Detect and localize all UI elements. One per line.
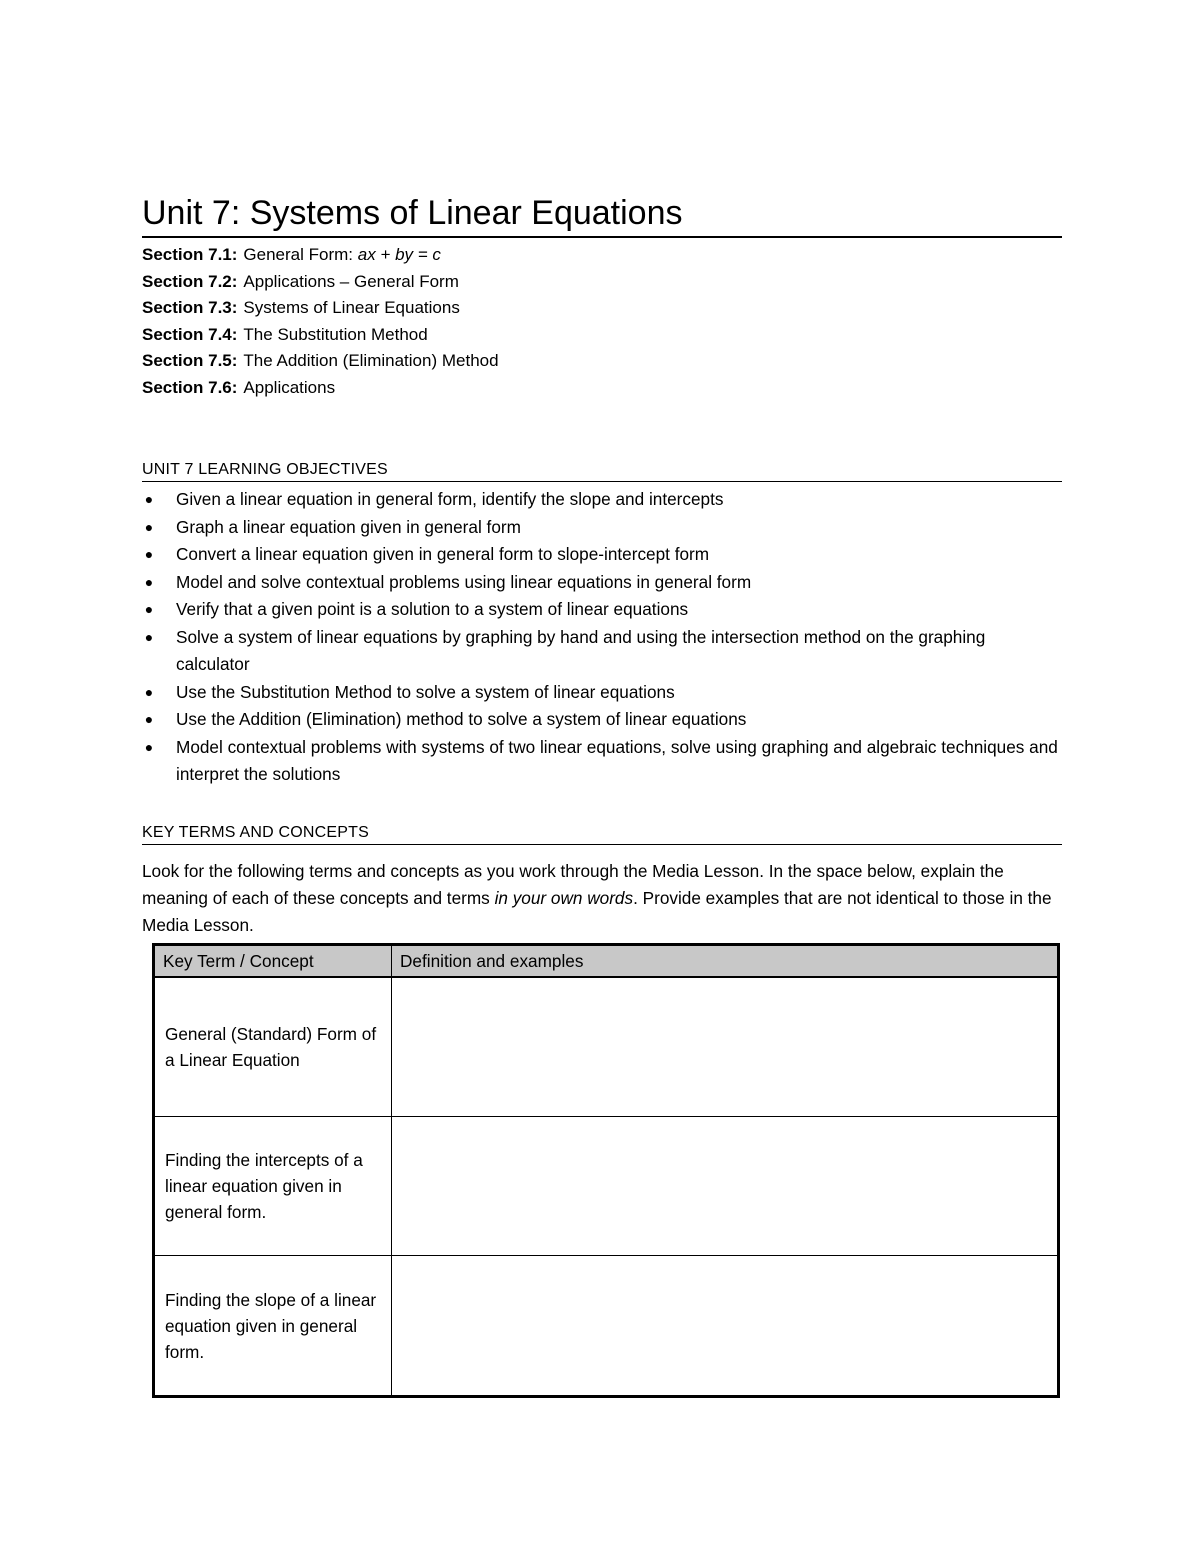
- table-row: [154, 1117, 1059, 1256]
- section-item: [142, 269, 1062, 296]
- table-row: [154, 977, 1059, 1117]
- definition-cell[interactable]: [392, 977, 1059, 1117]
- section-label: Section 7.4:: [142, 324, 238, 344]
- section-item: [142, 242, 1062, 269]
- section-item: [142, 322, 1062, 349]
- section-item: [142, 348, 1062, 375]
- bullet-icon: ●: [144, 683, 154, 700]
- bullet-icon: ●: [144, 546, 154, 563]
- definition-cell[interactable]: [392, 1117, 1059, 1256]
- section-item: [142, 295, 1062, 322]
- objective-item: ● Model and solve contextual problems using linear equations in general form: [142, 569, 1062, 596]
- section-title: The Substitution Method: [243, 324, 428, 344]
- section-item: [142, 375, 1062, 402]
- objective-item: ● Solve a system of linear equations by graphing by hand and using the intersection method on the graphing calculator: [142, 624, 1062, 678]
- objective-item: ● Verify that a given point is a solution to a system of linear equations: [142, 596, 1062, 623]
- section-title: The Addition (Elimination) Method: [243, 351, 499, 370]
- section-label: Section 7.3:: [142, 298, 238, 317]
- document-page: [142, 190, 1062, 939]
- bullet-icon: ●: [144, 518, 154, 535]
- section-label: Section 7.1:: [142, 245, 238, 264]
- objective-item: ● Model contextual problems with systems of two linear equations, solve using graphing and algebraic techniques and interpret the solutions: [142, 734, 1062, 788]
- key-terms-rule: [142, 844, 1062, 845]
- unit-title: Unit 7: Systems of Linear Equations: [142, 194, 683, 232]
- term-cell: Finding the slope of a linear equation given in general form.: [154, 1256, 392, 1397]
- bullet-icon: ●: [144, 491, 154, 507]
- key-terms-heading: KEY TERMS AND CONCEPTS: [142, 823, 369, 841]
- key-terms-intro: Look for the following terms and concepts as you work through the Media Lesson. In the space below, explain the meaning of each of these concepts and terms in your own words. Provide examples that are not identical to those in the Media Lesson.: [142, 860, 1052, 935]
- definition-cell[interactable]: [392, 1256, 1059, 1397]
- bullet-icon: ●: [144, 711, 154, 728]
- column-header-definition: Definition and examples: [392, 945, 1059, 978]
- objective-item: ● Graph a linear equation given in general form: [142, 514, 1062, 541]
- objectives-list: [142, 486, 1062, 788]
- objectives-rule: [142, 481, 1062, 482]
- section-title: Systems of Linear Equations: [243, 298, 460, 317]
- term-cell: Finding the intercepts of a linear equation given in general form.: [154, 1117, 392, 1256]
- section-title: Applications – General Form: [243, 271, 459, 291]
- bullet-icon: ●: [144, 738, 154, 755]
- bullet-icon: ●: [144, 628, 154, 645]
- table-row: [154, 1256, 1059, 1397]
- bullet-icon: ●: [144, 601, 154, 618]
- column-header-term: Key Term / Concept: [154, 945, 392, 978]
- section-title: Applications: [243, 377, 336, 397]
- section-math: ax + by = c: [357, 245, 441, 264]
- objectives-heading: UNIT 7 LEARNING OBJECTIVES: [142, 461, 388, 478]
- section-label: Section 7.6:: [142, 377, 238, 397]
- objective-item: ● Convert a linear equation given in general form to slope-intercept form: [142, 541, 1062, 568]
- section-label: Section 7.5:: [142, 351, 238, 370]
- section-label: Section 7.2:: [142, 271, 238, 291]
- title-rule: [142, 236, 1062, 238]
- key-terms-table: [152, 943, 1060, 1398]
- section-list: [142, 242, 1062, 401]
- section-title: General Form:: [243, 245, 354, 264]
- objective-item: ● Given a linear equation in general form, identify the slope and intercepts: [142, 486, 1062, 513]
- term-cell: General (Standard) Form of a Linear Equation: [154, 977, 392, 1117]
- bullet-icon: ●: [144, 573, 154, 590]
- objective-item: ● Use the Addition (Elimination) method to solve a system of linear equations: [142, 706, 1062, 733]
- table-header-row: [154, 945, 1059, 978]
- objective-item: ● Use the Substitution Method to solve a system of linear equations: [142, 679, 1062, 706]
